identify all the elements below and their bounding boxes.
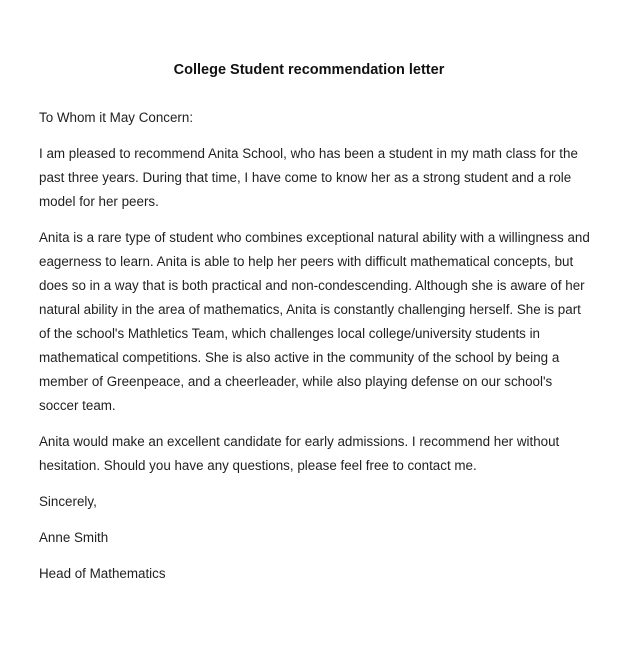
salutation: To Whom it May Concern: xyxy=(39,110,194,125)
signer-name: Anne Smith xyxy=(39,530,109,545)
letter-body xyxy=(39,106,591,598)
paragraph-recommendation: Anita would make an excellent candidate for early admissions. I recommend her without hesitation. Should you have any questions, please feel free to contact me. xyxy=(39,434,560,473)
closing: Sincerely, xyxy=(39,494,97,509)
paragraph-qualities: Anita is a rare type of student who combines exceptional natural ability with a willingness and eagerness to learn. Anita is able to help her peers with difficult mathematical concepts, but does so in a way that is both practical and non-condescending. Although she is aware of her natural ability in the area of mathematics, Anita is constantly challenging herself. She is part of the school's Mathletics Team, which challenges local college/university students in mathematical competitions. She is also active in the community of the school by being a member of Greenpeace, and a cheerleader, while also playing defense on our school's soccer team. xyxy=(39,230,590,413)
signer-title: Head of Mathematics xyxy=(39,566,166,581)
letter-title: College Student recommendation letter xyxy=(173,62,445,78)
paragraph-intro: I am pleased to recommend Anita School, who has been a student in my math class for the past three years. During that time, I have come to know her as a strong student and a role model for her peers. xyxy=(39,146,578,209)
